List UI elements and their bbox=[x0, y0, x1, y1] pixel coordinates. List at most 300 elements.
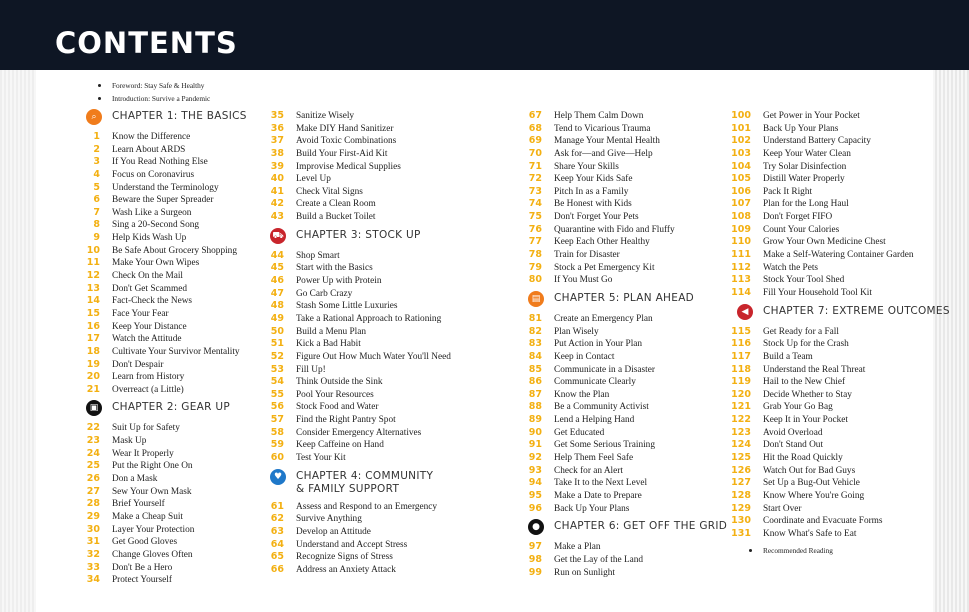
entry-title: Share Your Skills bbox=[554, 161, 619, 172]
toc-entry[interactable] bbox=[246, 326, 486, 339]
toc-entry[interactable] bbox=[504, 338, 719, 351]
toc-entry[interactable] bbox=[504, 477, 719, 490]
entry-number: 113 bbox=[731, 274, 751, 286]
entry-title: Help Them Calm Down bbox=[554, 111, 644, 121]
toc-entry[interactable] bbox=[246, 364, 486, 377]
entry-number: 93 bbox=[528, 464, 542, 476]
entry-number: 43 bbox=[270, 211, 284, 223]
entry-title: Build a Menu Plan bbox=[296, 326, 366, 337]
entry-number: 42 bbox=[270, 198, 284, 210]
toc-entry[interactable] bbox=[713, 389, 933, 402]
entry-number: 52 bbox=[270, 350, 284, 362]
entry-title: Survive Anything bbox=[296, 514, 362, 525]
toc-entry[interactable] bbox=[713, 224, 933, 237]
entry-title: Face Your Fear bbox=[112, 308, 169, 319]
entry-number: 17 bbox=[86, 333, 100, 345]
toc-entry[interactable] bbox=[62, 308, 277, 321]
toc-entry[interactable] bbox=[246, 110, 486, 123]
toc-entry[interactable] bbox=[713, 173, 933, 186]
toc-entry[interactable] bbox=[62, 562, 277, 575]
toc-entry[interactable] bbox=[713, 287, 933, 300]
entry-title: Set Up a Bug-Out Vehicle bbox=[763, 478, 860, 489]
entry-title: Create an Emergency Plan bbox=[554, 313, 653, 324]
entry-number: 88 bbox=[528, 401, 542, 413]
toc-entry[interactable] bbox=[504, 465, 719, 478]
toc-entry[interactable] bbox=[713, 427, 933, 440]
entry-number: 65 bbox=[270, 551, 284, 563]
toc-entry[interactable] bbox=[504, 364, 719, 377]
toc-entry[interactable] bbox=[62, 245, 277, 258]
chapter-4-entries bbox=[246, 501, 486, 577]
entry-number: 122 bbox=[731, 414, 751, 426]
back-matter-item[interactable]: Recommended Reading bbox=[713, 544, 933, 557]
entry-title: Build Your First-Aid Kit bbox=[296, 148, 388, 159]
toc-entry[interactable] bbox=[62, 346, 277, 359]
entry-number: 50 bbox=[270, 325, 284, 337]
toc-entry[interactable] bbox=[246, 135, 486, 148]
toc-entry[interactable] bbox=[713, 135, 933, 148]
toc-entry[interactable] bbox=[62, 131, 277, 144]
toc-entry[interactable] bbox=[713, 376, 933, 389]
entry-title: Get Ready for a Fall bbox=[763, 326, 839, 337]
toc-entry[interactable] bbox=[504, 110, 719, 123]
toc-entry[interactable] bbox=[713, 439, 933, 452]
toc-entry[interactable] bbox=[713, 249, 933, 262]
entry-number: 59 bbox=[270, 439, 284, 451]
toc-entry[interactable] bbox=[504, 123, 719, 136]
entry-number: 33 bbox=[86, 561, 100, 573]
entry-title: Know the Plan bbox=[554, 389, 610, 400]
toc-entry[interactable] bbox=[713, 262, 933, 275]
bullet-icon bbox=[98, 97, 101, 100]
entry-number: 63 bbox=[270, 525, 284, 537]
toc-entry[interactable] bbox=[246, 173, 486, 186]
toc-entry[interactable] bbox=[62, 182, 277, 195]
entry-number: 121 bbox=[731, 401, 751, 413]
entry-title: Kick a Bad Habit bbox=[296, 339, 361, 350]
entry-number: 73 bbox=[528, 185, 542, 197]
entry-number: 118 bbox=[731, 363, 751, 375]
toc-entry[interactable] bbox=[246, 501, 486, 514]
toc-column-3 bbox=[504, 110, 728, 579]
entry-title: Beware the Super Spreader bbox=[112, 195, 214, 206]
entry-number: 97 bbox=[528, 541, 542, 553]
toc-entry[interactable] bbox=[504, 389, 719, 402]
entry-title: Stock a Pet Emergency Kit bbox=[554, 262, 655, 273]
toc-entry[interactable] bbox=[62, 524, 277, 537]
toc-entry[interactable] bbox=[246, 275, 486, 288]
entry-title: Sing a 20-Second Song bbox=[112, 220, 200, 231]
heart-icon: ♥ bbox=[270, 469, 286, 485]
toc-entry[interactable] bbox=[504, 326, 719, 339]
entry-title: Make a Self-Watering Container Garden bbox=[763, 250, 914, 261]
entry-number: 56 bbox=[270, 401, 284, 413]
entry-title: Watch the Attitude bbox=[112, 334, 182, 345]
entry-number: 99 bbox=[528, 566, 542, 578]
toc-entry[interactable] bbox=[713, 198, 933, 211]
toc-entry[interactable] bbox=[62, 574, 277, 587]
toc-entry[interactable] bbox=[504, 503, 719, 516]
entry-title: Build a Bucket Toilet bbox=[296, 212, 376, 223]
entry-number: 106 bbox=[731, 185, 751, 197]
entry-number: 38 bbox=[270, 147, 284, 159]
toc-entry[interactable] bbox=[504, 135, 719, 148]
toc-entry[interactable] bbox=[504, 198, 719, 211]
toc-entry[interactable] bbox=[62, 194, 277, 207]
entry-number: 82 bbox=[528, 325, 542, 337]
entry-number: 76 bbox=[528, 223, 542, 235]
toc-entry[interactable] bbox=[713, 515, 933, 528]
toc-entry[interactable] bbox=[62, 498, 277, 511]
toc-entry[interactable] bbox=[504, 173, 719, 186]
entry-title: Layer Your Protection bbox=[112, 524, 195, 535]
entry-number: 48 bbox=[270, 300, 284, 312]
toc-entry[interactable] bbox=[246, 564, 486, 577]
chapter-heading-6[interactable]: ● CHAPTER 6: GET OFF THE GRID bbox=[504, 518, 719, 539]
entry-title: Watch Out for Bad Guys bbox=[763, 465, 856, 476]
toc-entry[interactable] bbox=[62, 359, 277, 372]
toc-entry[interactable] bbox=[62, 144, 277, 157]
chapter-heading-1[interactable]: ⌕ CHAPTER 1: THE BASICS bbox=[62, 108, 277, 129]
entry-title: Try Solar Disinfection bbox=[763, 161, 847, 172]
entry-number: 18 bbox=[86, 345, 100, 357]
toc-entry[interactable] bbox=[62, 536, 277, 549]
toc-entry[interactable] bbox=[713, 401, 933, 414]
toc-entry[interactable] bbox=[713, 211, 933, 224]
toc-entry[interactable] bbox=[62, 435, 277, 448]
toc-entry[interactable] bbox=[713, 148, 933, 161]
entry-title: Build a Team bbox=[763, 351, 813, 362]
entry-title: Hit the Road Quickly bbox=[763, 453, 843, 464]
toc-entry[interactable] bbox=[504, 490, 719, 503]
entry-title: Focus on Coronavirus bbox=[112, 169, 195, 180]
front-matter-item[interactable]: Introduction: Survive a Pandemic bbox=[62, 92, 277, 105]
toc-entry[interactable] bbox=[246, 376, 486, 389]
entry-title: Suit Up for Safety bbox=[112, 423, 180, 434]
entry-number: 66 bbox=[270, 563, 284, 575]
toc-entry[interactable] bbox=[246, 262, 486, 275]
toc-entry[interactable] bbox=[504, 414, 719, 427]
entry-number: 7 bbox=[93, 206, 100, 218]
entry-title: Put the Right One On bbox=[112, 461, 193, 472]
toc-entry[interactable] bbox=[62, 156, 277, 169]
entry-title: Don a Mask bbox=[112, 474, 158, 485]
entry-number: 90 bbox=[528, 426, 542, 438]
entry-title: Distill Water Properly bbox=[763, 174, 845, 185]
entry-number: 44 bbox=[270, 249, 284, 261]
chapter-7-entries bbox=[713, 326, 933, 541]
toc-entry[interactable] bbox=[246, 148, 486, 161]
toc-entry[interactable] bbox=[713, 364, 933, 377]
entry-title: Start Over bbox=[763, 503, 802, 514]
entry-number: 102 bbox=[731, 135, 751, 147]
toc-entry[interactable] bbox=[504, 554, 719, 567]
toc-entry[interactable] bbox=[246, 551, 486, 564]
entry-title: Count Your Calories bbox=[763, 224, 840, 235]
entry-title: Manage Your Mental Health bbox=[554, 136, 660, 147]
entry-number: 4 bbox=[93, 168, 100, 180]
entry-title: Assess and Respond to an Emergency bbox=[296, 501, 438, 512]
toc-entry[interactable] bbox=[62, 511, 277, 524]
entry-number: 13 bbox=[86, 282, 100, 294]
entry-number: 30 bbox=[86, 523, 100, 535]
entry-title: Keep Your Kids Safe bbox=[554, 174, 633, 185]
entry-number: 40 bbox=[270, 173, 284, 185]
toc-entry[interactable] bbox=[504, 161, 719, 174]
toc-entry[interactable] bbox=[504, 262, 719, 275]
toc-entry[interactable] bbox=[62, 169, 277, 182]
entry-number: 49 bbox=[270, 312, 284, 324]
toc-entry[interactable] bbox=[504, 439, 719, 452]
entry-number: 117 bbox=[731, 350, 751, 362]
toc-entry[interactable] bbox=[62, 207, 277, 220]
toc-entry[interactable] bbox=[504, 224, 719, 237]
toc-entry[interactable] bbox=[504, 427, 719, 440]
entry-title: Help Kids Wash Up bbox=[112, 233, 187, 244]
entry-number: 46 bbox=[270, 275, 284, 287]
entry-number: 104 bbox=[731, 160, 751, 172]
entry-title: Fill Up! bbox=[296, 364, 326, 375]
entry-number: 100 bbox=[731, 110, 751, 121]
toc-entry[interactable] bbox=[246, 513, 486, 526]
toc-entry[interactable] bbox=[713, 452, 933, 465]
toc-entry[interactable] bbox=[504, 567, 719, 580]
toc-entry[interactable] bbox=[246, 211, 486, 224]
entry-title: Get Some Serious Training bbox=[554, 440, 655, 451]
entry-title: Stock Food and Water bbox=[296, 402, 379, 413]
entry-number: 86 bbox=[528, 376, 542, 388]
entry-title: Take It to the Next Level bbox=[554, 478, 648, 489]
entry-number: 45 bbox=[270, 262, 284, 274]
entry-title: Check On the Mail bbox=[112, 271, 184, 282]
entry-number: 53 bbox=[270, 363, 284, 375]
toc-entry[interactable] bbox=[62, 473, 277, 486]
entry-number: 89 bbox=[528, 414, 542, 426]
entry-number: 21 bbox=[86, 383, 100, 395]
toc-entry[interactable] bbox=[504, 186, 719, 199]
toc-entry[interactable] bbox=[62, 295, 277, 308]
toc-entry[interactable] bbox=[504, 313, 719, 326]
entry-number: 105 bbox=[731, 173, 751, 185]
toc-entry[interactable] bbox=[246, 300, 486, 313]
toc-entry[interactable] bbox=[713, 161, 933, 174]
toc-entry[interactable] bbox=[504, 236, 719, 249]
entry-number: 69 bbox=[528, 135, 542, 147]
toc-entry[interactable] bbox=[62, 219, 277, 232]
toc-entry[interactable] bbox=[246, 288, 486, 301]
toc-entry[interactable] bbox=[246, 401, 486, 414]
entry-title: Pool Your Resources bbox=[296, 389, 374, 400]
entry-number: 125 bbox=[731, 452, 751, 464]
entry-title: Create a Clean Room bbox=[296, 199, 376, 210]
toc-entry[interactable] bbox=[713, 477, 933, 490]
entry-number: 77 bbox=[528, 236, 542, 248]
entry-number: 57 bbox=[270, 414, 284, 426]
toc-entry[interactable] bbox=[713, 236, 933, 249]
entry-title: Make Your Own Wipes bbox=[112, 258, 200, 269]
toc-entry[interactable] bbox=[246, 439, 486, 452]
toc-entry[interactable] bbox=[504, 452, 719, 465]
chapter-heading-5[interactable]: ▤ CHAPTER 5: PLAN AHEAD bbox=[504, 290, 719, 311]
toc-entry[interactable] bbox=[713, 110, 933, 123]
toc-entry[interactable] bbox=[62, 384, 277, 397]
entry-number: 31 bbox=[86, 536, 100, 548]
toc-entry[interactable] bbox=[504, 351, 719, 364]
entry-number: 11 bbox=[86, 257, 100, 269]
toc-entry[interactable] bbox=[713, 503, 933, 516]
toc-entry[interactable] bbox=[246, 338, 486, 351]
toc-entry[interactable] bbox=[713, 186, 933, 199]
chapter-2-entries bbox=[62, 422, 277, 586]
toc-entry[interactable] bbox=[713, 465, 933, 478]
entry-number: 91 bbox=[528, 439, 542, 451]
toc-entry[interactable] bbox=[504, 376, 719, 389]
entry-number: 68 bbox=[528, 122, 542, 134]
entry-title: Check Vital Signs bbox=[296, 186, 363, 197]
toc-entry[interactable] bbox=[504, 148, 719, 161]
entry-number: 124 bbox=[731, 439, 751, 451]
entry-number: 112 bbox=[731, 261, 751, 273]
toc-entry[interactable] bbox=[713, 528, 933, 541]
entry-title: Figure Out How Much Water You'll Need bbox=[296, 351, 451, 362]
entry-title: Decide Whether to Stay bbox=[763, 389, 852, 400]
entry-title: Get Educated bbox=[554, 427, 605, 438]
entry-number: 127 bbox=[731, 477, 751, 489]
chapter-4-entries-cont bbox=[504, 110, 719, 287]
entry-number: 111 bbox=[731, 249, 751, 261]
toc-entry[interactable] bbox=[246, 389, 486, 402]
entry-title: Coordinate and Evacuate Forms bbox=[763, 516, 883, 527]
entry-number: 28 bbox=[86, 498, 100, 510]
entry-number: 92 bbox=[528, 452, 542, 464]
chapter-heading-7[interactable]: ◀ CHAPTER 7: EXTREME OUTCOMES bbox=[713, 303, 933, 324]
toc-entry[interactable] bbox=[62, 333, 277, 346]
entry-title: Pack It Right bbox=[763, 186, 813, 197]
entry-number: 1 bbox=[93, 131, 100, 142]
toc-entry[interactable] bbox=[246, 539, 486, 552]
toc-entry[interactable] bbox=[246, 186, 486, 199]
toc-entry[interactable] bbox=[62, 283, 277, 296]
entry-number: 16 bbox=[86, 320, 100, 332]
toc-entry[interactable] bbox=[504, 401, 719, 414]
front-matter-item[interactable]: Foreword: Stay Safe & Healthy bbox=[62, 79, 277, 92]
entry-title: Understand the Real Threat bbox=[763, 364, 866, 375]
entry-title: Shop Smart bbox=[296, 250, 340, 261]
entry-number: 62 bbox=[270, 513, 284, 525]
toc-entry[interactable] bbox=[246, 351, 486, 364]
toc-entry[interactable] bbox=[246, 414, 486, 427]
toc-column-4 bbox=[713, 110, 950, 557]
toc-entry[interactable] bbox=[62, 321, 277, 334]
toc-entry[interactable] bbox=[62, 486, 277, 499]
chapter-heading-2[interactable]: ▣ CHAPTER 2: GEAR UP bbox=[62, 399, 277, 420]
toc-entry[interactable] bbox=[713, 338, 933, 351]
entry-title: Make a Date to Prepare bbox=[554, 490, 642, 501]
entry-title: Keep in Contact bbox=[554, 351, 615, 362]
entry-title: Be a Community Activist bbox=[554, 402, 649, 413]
entry-number: 14 bbox=[86, 295, 100, 307]
toc-entry[interactable] bbox=[62, 422, 277, 435]
entry-number: 131 bbox=[731, 527, 751, 539]
toc-entry[interactable] bbox=[246, 250, 486, 263]
entry-title: Watch the Pets bbox=[763, 262, 819, 273]
toc-entry[interactable] bbox=[62, 371, 277, 384]
entry-title: Make a Cheap Suit bbox=[112, 511, 184, 522]
entry-number: 29 bbox=[86, 510, 100, 522]
entry-title: Don't Get Scammed bbox=[112, 283, 188, 294]
entry-number: 24 bbox=[86, 447, 100, 459]
entry-title: Keep Your Distance bbox=[112, 321, 187, 332]
entry-number: 51 bbox=[270, 338, 284, 350]
entry-title: Wash Like a Surgeon bbox=[112, 207, 192, 218]
toc-entry[interactable] bbox=[713, 414, 933, 427]
entry-title: Overreact (a Little) bbox=[112, 384, 184, 395]
page-edge-right bbox=[933, 70, 969, 612]
toc-entry[interactable] bbox=[504, 541, 719, 554]
entry-title: Fact-Check the News bbox=[112, 296, 193, 307]
chapter-6-entries-cont bbox=[713, 110, 933, 300]
chapter-heading-3[interactable]: ⛟ CHAPTER 3: STOCK UP bbox=[246, 227, 486, 248]
toc-entry[interactable] bbox=[713, 274, 933, 287]
toc-entry[interactable] bbox=[62, 270, 277, 283]
bullet-icon bbox=[98, 84, 101, 87]
entry-number: 41 bbox=[270, 185, 284, 197]
entry-title: Keep Caffeine on Hand bbox=[296, 440, 384, 451]
toc-entry[interactable] bbox=[713, 123, 933, 136]
toc-entry[interactable] bbox=[246, 161, 486, 174]
toc-entry[interactable] bbox=[713, 351, 933, 364]
toc-entry[interactable] bbox=[62, 549, 277, 562]
chapter-heading-4[interactable]: ♥ CHAPTER 4: COMMUNITY & FAMILY SUPPORT bbox=[246, 468, 486, 499]
toc-entry[interactable] bbox=[246, 123, 486, 136]
entry-title: Know the Difference bbox=[112, 132, 191, 142]
toc-entry[interactable] bbox=[504, 274, 719, 287]
toc-entry[interactable] bbox=[246, 452, 486, 465]
toc-entry[interactable] bbox=[713, 490, 933, 503]
entry-title: Sanitize Wisely bbox=[296, 111, 355, 121]
entry-title: Train for Disaster bbox=[554, 250, 620, 261]
entry-title: Fill Your Household Tool Kit bbox=[763, 287, 872, 298]
toc-entry[interactable] bbox=[246, 198, 486, 211]
toc-entry[interactable] bbox=[246, 427, 486, 440]
toc-entry[interactable] bbox=[713, 326, 933, 339]
entry-number: 120 bbox=[731, 388, 751, 400]
toc-entry[interactable] bbox=[504, 211, 719, 224]
toc-entry[interactable] bbox=[62, 257, 277, 270]
toc-entry[interactable] bbox=[62, 460, 277, 473]
entry-title: Know What's Safe to Eat bbox=[763, 528, 857, 539]
clipboard-icon: ▤ bbox=[528, 291, 544, 307]
entry-number: 109 bbox=[731, 223, 751, 235]
toc-entry[interactable] bbox=[246, 313, 486, 326]
header-bar bbox=[0, 0, 969, 70]
entry-title: Don't Despair bbox=[112, 359, 164, 370]
entry-number: 80 bbox=[528, 274, 542, 286]
toc-entry[interactable] bbox=[62, 232, 277, 245]
entry-number: 107 bbox=[731, 198, 751, 210]
page-edge-left bbox=[0, 70, 36, 612]
entry-title: Test Your Kit bbox=[296, 453, 346, 464]
entry-title: Pitch In as a Family bbox=[554, 186, 629, 197]
entry-number: 2 bbox=[93, 143, 100, 155]
entry-number: 34 bbox=[86, 574, 100, 586]
toc-entry[interactable] bbox=[504, 249, 719, 262]
entry-title: Be Safe About Grocery Shopping bbox=[112, 245, 237, 256]
toc-entry[interactable] bbox=[246, 526, 486, 539]
toc-entry[interactable] bbox=[62, 448, 277, 461]
entry-number: 108 bbox=[731, 211, 751, 223]
entry-title: Run on Sunlight bbox=[554, 567, 615, 578]
